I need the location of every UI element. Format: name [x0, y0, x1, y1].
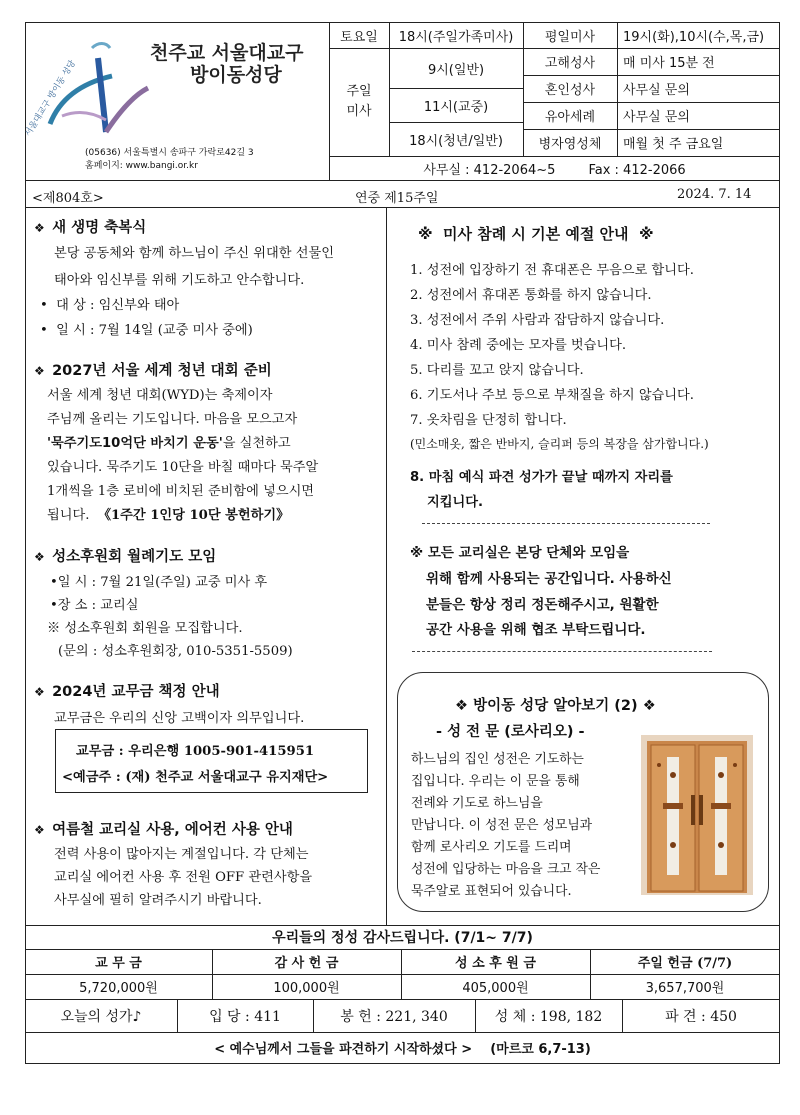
parish-address: (05636) 서울특별시 송파구 가락로42길 3	[85, 148, 254, 158]
hymn-communion: 성 체 : 198, 182	[494, 1008, 603, 1025]
diamond-bullet-icon: ❖	[455, 698, 468, 714]
vocation-contact: (문의 : 성소후원회장, 010-5351-5509)	[58, 644, 293, 659]
sun-value-3: 18시(청년/일반)	[409, 133, 503, 149]
blessing-title: 새 생명 축복식	[52, 220, 147, 236]
bank-account: 교무금 : 우리은행 1005-901-415951	[76, 744, 315, 759]
diamond-bullet-icon: ❖	[34, 550, 45, 564]
room-notice-line-3: 분들은 항상 정리 정돈해주시고, 원활한	[426, 597, 659, 613]
room-notice-line-4: 공간 사용을 위해 협조 부탁드립니다.	[426, 622, 646, 638]
dues-title: 2024년 교무금 책정 안내	[52, 684, 220, 700]
issue-number: <제804호>	[32, 191, 104, 206]
church-intro-line-1: 하느님의 집인 성전은 기도하는	[411, 752, 584, 767]
confession-label: 고해성사	[544, 56, 596, 71]
offering-header-sunday: 주일 헌금 (7/7)	[637, 956, 733, 971]
etiquette-item-7: 7. 옷차림을 단정히 합니다.	[410, 413, 567, 428]
dashed-divider-bottom	[412, 651, 712, 652]
vocation-title: 성소후원회 월례기도 모임	[52, 549, 217, 565]
church-intro-line-4: 만납니다. 이 성전 문은 성모님과	[411, 818, 593, 833]
marriage-label: 혼인성사	[544, 83, 596, 98]
wyd-line-6	[47, 504, 289, 523]
section-title-aircon	[34, 818, 293, 839]
etiquette-item-7-note: (민소매옷, 짧은 반바지, 슬리퍼 등의 복장을 삼가합니다.)	[410, 437, 709, 451]
etiquette-title: ※ 미사 참례 시 기본 예절 안내 ※	[418, 225, 654, 243]
etiquette-item-8-line-1: 8. 마침 예식 파견 성가가 끝날 때까지 자리를	[410, 470, 673, 485]
offering-title: 우리들의 정성 감사드립니다. (7/1~ 7/7)	[272, 930, 533, 946]
diamond-bullet-icon: ❖	[642, 698, 656, 714]
church-intro-line-5: 함께 로사리오 기도를 드리며	[411, 840, 572, 855]
dues-line: 교무금은 우리의 신앙 고백이자 의무입니다.	[54, 711, 305, 726]
wyd-line-5: 1개씩을 1층 로비에 비치된 준비함에 넣으시면	[47, 484, 315, 499]
wyd-line-1: 서울 세계 청년 대회(WYD)는 축제이자	[47, 388, 273, 403]
offering-header-dues: 교 무 금	[95, 956, 142, 971]
wyd-campaign: '묵주기도10억단 바치기 운동'	[47, 436, 223, 451]
church-door-image	[641, 735, 753, 895]
offering-value-dues: 5,720,000원	[79, 981, 158, 996]
wyd-line-3	[47, 432, 291, 451]
sun-value-2: 11시(교중)	[423, 99, 489, 115]
diamond-bullet-icon: ❖	[34, 221, 45, 235]
sick-value: 매월 첫 주 금요일	[623, 137, 724, 152]
account-holder: <예금주 : (재) 천주교 서울대교구 유지재단>	[62, 770, 329, 785]
vocation-bullet-2: •장 소 : 교리실	[50, 598, 139, 613]
wyd-line-2: 주님께 올리는 기도입니다. 마음을 모으고자	[47, 412, 298, 427]
church-intro-line-2: 집입니다. 우리는 이 문을 통해	[411, 774, 580, 789]
diamond-bullet-icon: ❖	[34, 823, 45, 837]
wyd-title: 2027년 서울 세계 청년 대회 준비	[52, 363, 272, 379]
aircon-title: 여름철 교리실 사용, 에어컨 사용 안내	[52, 822, 293, 838]
sun-label	[329, 48, 389, 156]
sick-label: 병자영성체	[538, 137, 602, 152]
parish-name-2: 방이동성당	[190, 64, 282, 86]
aircon-line-1: 전력 사용이 많아지는 계절입니다. 각 단체는	[54, 847, 309, 862]
etiquette-item-4: 4. 미사 참례 중에는 모자를 벗습니다.	[410, 338, 627, 353]
liturgical-week: 연중 제15주일	[355, 191, 439, 206]
etiquette-item-5: 5. 다리를 꼬고 앉지 않습니다.	[410, 363, 584, 378]
etiquette-item-8-line-2: 지킵니다.	[427, 495, 483, 510]
church-intro-subtitle: - 성 전 문 (로사리오) -	[436, 724, 585, 740]
section-title-vocation	[34, 545, 216, 566]
blessing-line-2: 태아와 임신부를 위해 기도하고 안수합니다.	[54, 273, 305, 288]
blessing-line-1: 본당 공동체와 함께 하느님이 주신 위대한 선물인	[54, 246, 334, 261]
offering-value-vocation: 405,000원	[462, 981, 529, 996]
section-title-dues	[34, 680, 220, 701]
parish-logo	[32, 28, 154, 138]
sat-label: 토요일	[340, 29, 378, 45]
offering-value-thanks: 100,000원	[273, 981, 340, 996]
office-contact: 사무실 : 412-2064~5 Fax : 412-2066	[423, 162, 686, 178]
church-intro-title: ❖ 방이동 성당 알아보기 (2) ❖	[455, 698, 656, 714]
logo-text: 서울대교구 방이동 성당	[23, 58, 79, 139]
etiquette-item-1: 1. 성전에 입장하기 전 휴대폰은 무음으로 합니다.	[410, 263, 694, 278]
etiquette-item-6: 6. 기도서나 주보 등으로 부채질을 하지 않습니다.	[410, 388, 694, 403]
offering-header-thanks: 감 사 헌 금	[274, 956, 339, 971]
hymn-label: 오늘의 성가♪	[60, 1008, 142, 1025]
vocation-bullet-1: •일 시 : 7월 21일(주일) 교중 미사 후	[50, 575, 268, 590]
sun-label-text: 주일미사	[346, 84, 372, 119]
etiquette-item-3: 3. 성전에서 주위 사람과 잡담하지 않습니다.	[410, 313, 665, 328]
dashed-divider-top	[422, 523, 710, 524]
offering-header-vocation: 성 소 후 원 금	[455, 956, 536, 971]
aircon-line-2: 교리실 에어컨 사용 후 전원 OFF 관련사항을	[54, 870, 313, 885]
hymn-entrance: 입 당 : 411	[209, 1008, 281, 1025]
diamond-bullet-icon: ❖	[34, 364, 45, 378]
issue-date: 2024. 7. 14	[677, 187, 752, 202]
weekday-value: 19시(화),10시(수,목,금)	[623, 29, 765, 45]
church-intro-line-7: 묵주알로 표현되어 있습니다.	[411, 884, 572, 899]
parish-name: 천주교 서울대교구	[150, 42, 304, 64]
diamond-bullet-icon: ❖	[34, 685, 45, 699]
wyd-campaign-suffix: 을 실천하고	[222, 436, 291, 451]
section-title-blessing	[34, 216, 146, 237]
aircon-line-3: 사무실에 필히 알려주시기 바랍니다.	[54, 893, 262, 908]
room-notice-line-1: ※ 모든 교리실은 본당 단체와 모임을	[410, 545, 630, 561]
etiquette-item-2: 2. 성전에서 휴대폰 통화를 하지 않습니다.	[410, 288, 652, 303]
vocation-note: ※ 성소후원회 회원을 모집합니다.	[47, 621, 243, 636]
marriage-value: 사무실 문의	[623, 83, 690, 98]
parish-homepage[interactable]: 홈페이지: www.bangi.or.kr	[85, 161, 198, 171]
confession-value: 매 미사 15분 전	[623, 56, 715, 71]
wyd-last: 됩니다.	[47, 508, 90, 523]
wyd-line-4: 있습니다. 묵주기도 10단을 바칠 때마다 묵주알	[47, 460, 319, 475]
hymn-recessional: 파 견 : 450	[665, 1008, 737, 1025]
offering-value-sunday: 3,657,700원	[645, 981, 725, 996]
room-notice-line-2: 위해 함께 사용되는 공간입니다. 사용하신	[426, 571, 672, 587]
hymn-offertory: 봉 헌 : 221, 340	[340, 1008, 448, 1025]
baptism-value: 사무실 문의	[623, 110, 690, 125]
blessing-bullet-1: • 대 상 : 임신부와 태아	[40, 298, 180, 313]
church-intro-line-3: 전례와 기도로 하느님을	[411, 796, 543, 811]
wyd-goal: 《1주간 1인당 10단 봉헌하기》	[97, 508, 290, 523]
section-title-wyd	[34, 359, 272, 380]
church-intro-line-6: 성전에 입당하는 마음을 크고 작은	[411, 862, 601, 877]
baptism-label: 유아세례	[544, 110, 596, 125]
weekday-label: 평일미사	[544, 29, 596, 45]
sat-value: 18시(주일가족미사)	[398, 29, 514, 45]
blessing-bullet-2: • 일 시 : 7월 14일 (교중 미사 중에)	[40, 323, 253, 338]
gospel-footer: < 예수님께서 그들을 파견하기 시작하셨다 > (마르코 6,7-13)	[214, 1041, 591, 1057]
sun-value-1: 9시(일반)	[427, 62, 485, 78]
